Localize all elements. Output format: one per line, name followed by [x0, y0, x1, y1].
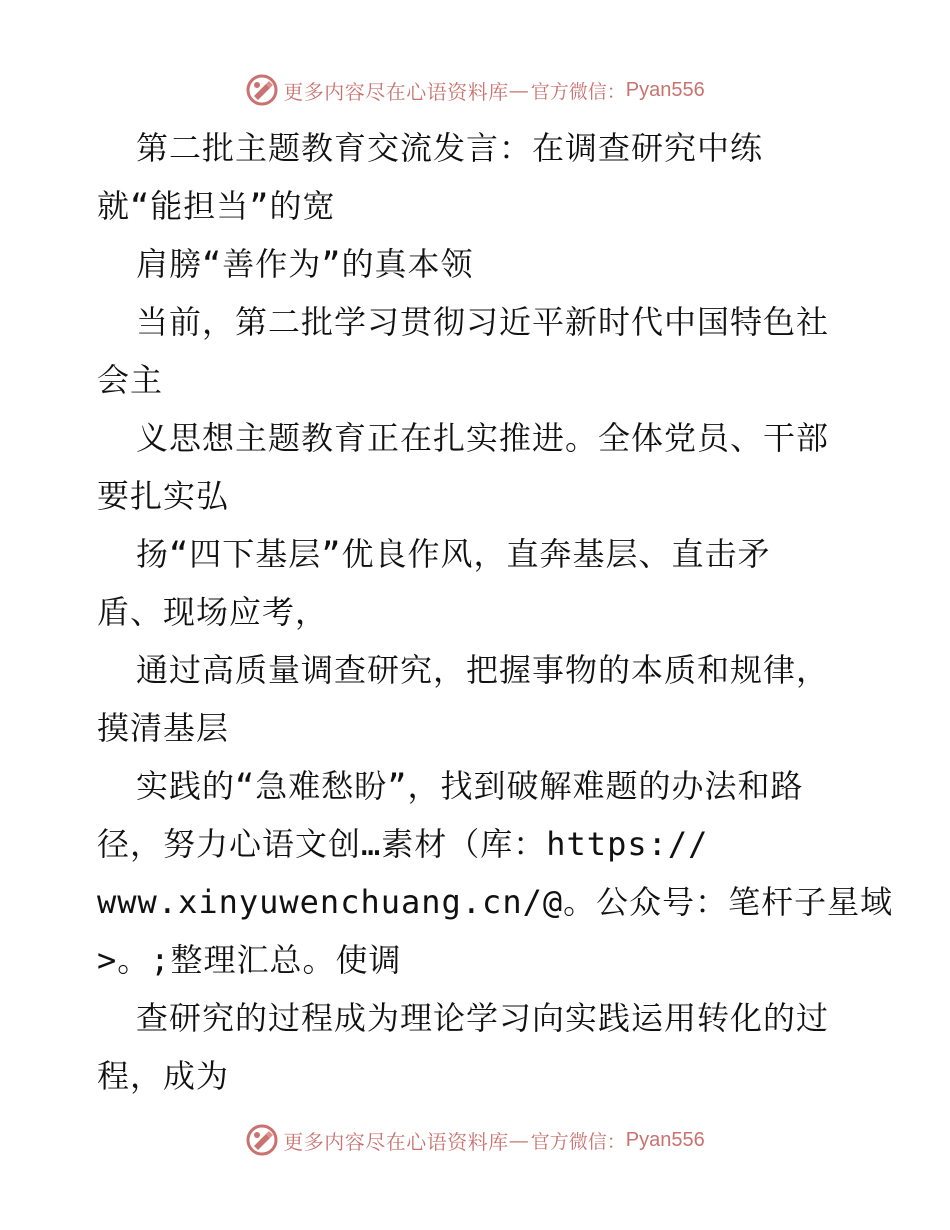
- banner-wechat-label: 官方微信：: [530, 80, 626, 103]
- text-line-10: 通过高质量调查研究，把握事物的本质和规律，: [136, 651, 830, 689]
- text-line-15: >。;整理汇总。使调: [97, 941, 402, 979]
- text-line-11: 摸清基层: [97, 709, 230, 747]
- text-line-14: www.xinyuwenchuang.cn/@。公众号：笔杆子星域: [97, 883, 894, 921]
- banner-wechat-id: Pyan556: [625, 78, 705, 101]
- text-line-6: 义思想主题教育正在扎实推进。全体党员、干部: [136, 419, 830, 457]
- seal-pen-logo-icon: [245, 1123, 279, 1157]
- text-line-7: 要扎实弘: [97, 477, 230, 515]
- banner-wechat-id: Pyan556: [625, 1128, 705, 1151]
- text-line-2: 就“能担当”的宽: [97, 187, 336, 225]
- footer-banner: [0, 1120, 950, 1160]
- text-line-12: 实践的“急难愁盼”，找到破解难题的办法和路: [136, 767, 804, 805]
- text-line-3: 肩膀“善作为”的真本领: [136, 245, 474, 283]
- banner-text: 更多内容尽在心语资料库: [283, 79, 509, 104]
- text-line-17: 程，成为: [97, 1057, 230, 1095]
- banner-text: 更多内容尽在心语资料库: [283, 1129, 509, 1154]
- banner-separator: —: [508, 1128, 529, 1152]
- banner-separator: —: [508, 78, 529, 102]
- text-line-16: 查研究的过程成为理论学习向实践运用转化的过: [136, 999, 830, 1037]
- seal-pen-logo-icon: [245, 73, 279, 107]
- header-banner: [0, 70, 950, 110]
- text-line-13: 径，努力心语文创…素材（库：https://: [97, 825, 709, 863]
- text-line-4: 当前，第二批学习贯彻习近平新时代中国特色社: [136, 303, 830, 341]
- text-line-8: 扬“四下基层”优良作风，直奔基层、直击矛: [136, 535, 771, 573]
- text-line-1: 第二批主题教育交流发言：在调查研究中练: [136, 129, 764, 167]
- text-line-9: 盾、现场应考，: [97, 593, 329, 631]
- text-line-5: 会主: [97, 361, 164, 399]
- banner-wechat-label: 官方微信：: [530, 1130, 626, 1153]
